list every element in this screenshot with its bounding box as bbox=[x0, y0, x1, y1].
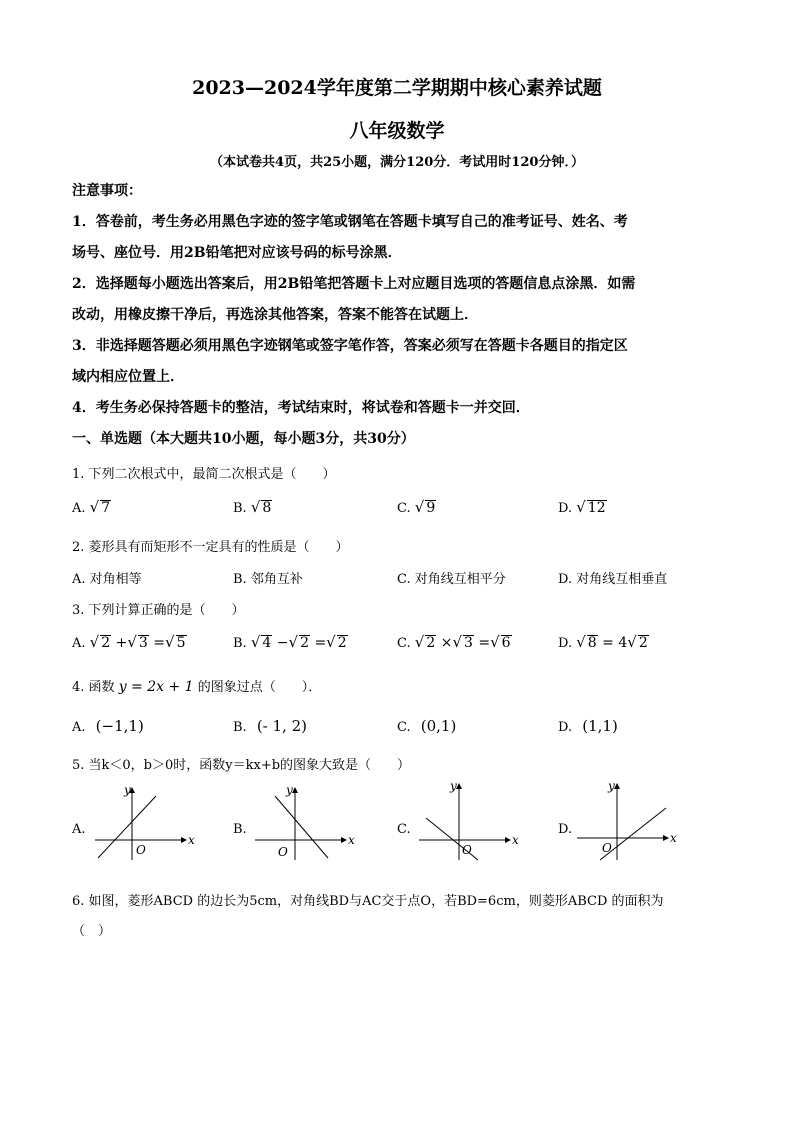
q1-option-a: A. √ 7 bbox=[72, 498, 111, 516]
q4-stem-post: 的图象过点（ ）． bbox=[197, 680, 322, 695]
q5-label-a: A. bbox=[72, 822, 86, 837]
notes-heading: 注意事项： bbox=[72, 183, 142, 199]
radicand: 5 bbox=[176, 635, 186, 651]
point: (- 1, 2) bbox=[256, 717, 307, 735]
section-1-heading: 一、单选题（本大题共10小题，每小题3分，共30分） bbox=[72, 431, 415, 447]
x-axis-label: x bbox=[348, 833, 355, 847]
option-label: C. bbox=[397, 501, 411, 516]
option-label: C. bbox=[397, 720, 411, 735]
q1-c-radicand: 9 bbox=[426, 500, 436, 516]
option-label: A. bbox=[72, 501, 86, 516]
origin-label: O bbox=[278, 845, 288, 859]
y-axis-label: y bbox=[608, 779, 615, 793]
q1-a-radicand: 7 bbox=[101, 500, 111, 516]
radicand: 2 bbox=[101, 635, 111, 651]
note-2-line-1: 2．选择题每小题选出答案后，用2B铅笔把答题卡上对应题目选项的答题信息点涂黑．如需 bbox=[72, 276, 636, 292]
equals: = bbox=[478, 635, 491, 651]
option-label: A. bbox=[72, 636, 86, 651]
option-label: B. bbox=[233, 720, 247, 735]
equals: = 4 bbox=[602, 635, 628, 651]
option-label: B. bbox=[233, 636, 247, 651]
q1-option-d: D. √ 12 bbox=[558, 498, 606, 516]
q4-option-d bbox=[558, 717, 618, 735]
y-axis-label: y bbox=[124, 783, 131, 797]
q5-label-b: B. bbox=[233, 822, 247, 837]
q5-graph-d bbox=[572, 778, 682, 862]
q2-option-b: B. 邻角互补 bbox=[233, 572, 303, 587]
q6-stem-line-1: 6. 如图，菱形ABCD 的边长为5cm，对角线BD与AC交于点O，若BD=6cm，则菱形ABCD 的面积为 bbox=[72, 894, 664, 909]
note-4: 4．考生务必保持答题卡的整洁，考试结束时，将试卷和答题卡一并交回． bbox=[72, 400, 530, 416]
radicand: 2 bbox=[300, 635, 309, 651]
y-axis-label: y bbox=[450, 779, 457, 793]
q2-option-c: C. 对角线互相平分 bbox=[397, 572, 506, 587]
q6-stem-line-2: （ ） bbox=[72, 924, 112, 939]
origin-label: O bbox=[462, 843, 472, 857]
q4-function: y = 2x + 1 bbox=[118, 679, 194, 695]
option-label: A. bbox=[72, 720, 86, 735]
option-label: D. bbox=[558, 720, 573, 735]
equals: = bbox=[314, 635, 327, 651]
option-label: D. bbox=[558, 501, 573, 516]
q5-label-d: D. bbox=[558, 822, 573, 837]
q3-option-a: A. √ 2 +√ 3 =√ 5 bbox=[72, 633, 186, 651]
q5-graph-a bbox=[90, 782, 200, 862]
radicand: 6 bbox=[501, 635, 511, 651]
q5-stem: 5. 当k＜0，b＞0时，函数y＝kx+b的图象大致是（ ） bbox=[72, 758, 411, 773]
x-axis-label: x bbox=[188, 833, 195, 847]
q4-stem-pre: 4. 函数 bbox=[72, 680, 115, 695]
origin-label: O bbox=[602, 841, 612, 855]
exam-info: （本试卷共4页，共25小题，满分120分．考试用时120分钟．） bbox=[210, 155, 584, 170]
radicand: 3 bbox=[464, 635, 473, 651]
option-label: B. bbox=[233, 501, 247, 516]
q4-option-b bbox=[233, 717, 307, 735]
equals: = bbox=[153, 635, 166, 651]
operator: × bbox=[440, 635, 453, 651]
q3-option-c: C. √ 2 ×√ 3 =√ 6 bbox=[397, 633, 511, 651]
q1-option-c: C. √ 9 bbox=[397, 498, 436, 516]
q3-option-d: D. √ 8 = 4√ 2 bbox=[558, 633, 648, 651]
x-axis-label: x bbox=[670, 831, 677, 845]
operator: − bbox=[276, 635, 289, 651]
q5-graph-c bbox=[414, 778, 524, 862]
q5-graph-b bbox=[250, 782, 360, 862]
q5-label-c: C. bbox=[397, 822, 411, 837]
radicand: 2 bbox=[337, 635, 347, 651]
q4-stem bbox=[72, 676, 321, 695]
note-3-line-1: 3．非选择题答题必须用黑色字迹钢笔或签字笔作答，答案必须写在答题卡各题目的指定区 bbox=[72, 338, 628, 354]
exam-title: 2023—2024学年度第二学期期中核心素养试题 bbox=[192, 77, 602, 99]
radicand: 2 bbox=[426, 635, 436, 651]
option-label: D. bbox=[558, 636, 573, 651]
q4-option-c bbox=[397, 717, 456, 735]
q2-option-d: D. 对角线互相垂直 bbox=[558, 572, 668, 587]
x-axis-label: x bbox=[512, 833, 519, 847]
exam-subtitle: 八年级数学 bbox=[349, 120, 445, 142]
q3-stem: 3. 下列计算正确的是（ ） bbox=[72, 603, 245, 618]
note-3-line-2: 域内相应位置上． bbox=[72, 369, 184, 385]
radicand: 8 bbox=[587, 635, 597, 651]
operator: + bbox=[115, 635, 128, 651]
q1-b-radicand: 8 bbox=[262, 500, 272, 516]
q2-stem: 2. 菱形具有而矩形不一定具有的性质是（ ） bbox=[72, 540, 349, 555]
point: (−1,1) bbox=[95, 717, 144, 735]
note-1-line-2: 场号、座位号．用2B铅笔把对应该号码的标号涂黑． bbox=[72, 245, 402, 261]
q3-option-b: B. √ 4 −√ 2 =√ 2 bbox=[233, 633, 347, 651]
q1-d-radicand: 12 bbox=[587, 500, 606, 516]
q2-option-a: A. 对角相等 bbox=[72, 572, 142, 587]
radicand: 3 bbox=[138, 635, 148, 651]
y-axis-label: y bbox=[286, 783, 293, 797]
point: (1,1) bbox=[582, 717, 618, 735]
point: (0,1) bbox=[420, 717, 457, 735]
q4-option-a bbox=[72, 717, 144, 735]
origin-label: O bbox=[136, 843, 146, 857]
q1-stem: 1. 下列二次根式中，最简二次根式是（ ） bbox=[72, 467, 336, 482]
note-2-line-2: 改动，用橡皮擦干净后，再选涂其他答案，答案不能答在试题上． bbox=[72, 307, 478, 323]
radicand: 2 bbox=[638, 635, 648, 651]
note-1-line-1: 1．答卷前，考生务必用黑色字迹的签字笔或钢笔在答题卡填写自己的准考证号、姓名、考 bbox=[72, 214, 628, 230]
option-label: C. bbox=[397, 636, 411, 651]
radicand: 4 bbox=[262, 635, 272, 651]
q1-option-b: B. √ 8 bbox=[233, 498, 272, 516]
